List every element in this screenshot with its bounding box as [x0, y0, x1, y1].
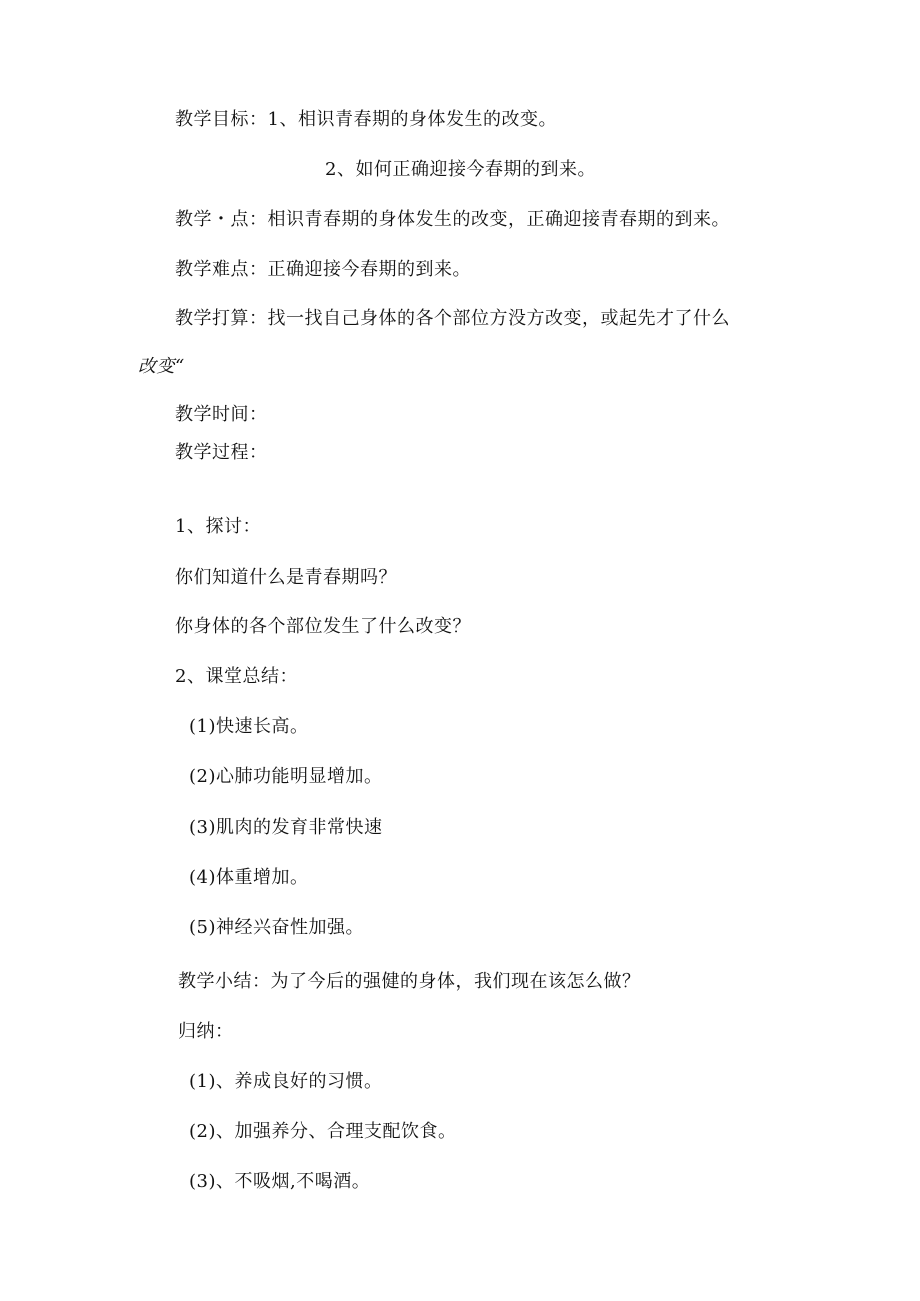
objectives-line-2: 2、如何正确迎接今春期的到来。	[325, 159, 596, 180]
section-1-question-2: 你身体的各个部位发生了什么改变？	[175, 616, 471, 637]
induction-heading: 归纳：	[178, 1021, 234, 1042]
lesson-summary: 教学小结：为了今后的强健的身体，我们现在该怎么做？	[178, 971, 641, 992]
difficulty: 教学难点：正确迎接今春期的到来。	[175, 259, 471, 280]
summary-item: (2)心肺功能明显增加。	[189, 766, 383, 787]
summary-item: (4)体重增加。	[189, 867, 309, 888]
objectives-line-1: 教学目标：1、相识青春期的身体发生的改变。	[175, 109, 557, 130]
summary-item: (3)肌肉的发育非常快速	[189, 817, 383, 838]
teaching-time: 教学时间：	[175, 404, 268, 425]
section-1-heading: 1、探讨：	[175, 516, 261, 537]
induction-item: (1)、养成良好的习惯。	[189, 1071, 383, 1092]
plan-line-2: 改变“	[138, 356, 185, 377]
plan-line-1: 教学打算：找一找自己身体的各个部位方没方改变，或起先才了什么	[175, 308, 730, 329]
induction-item: (3)、不吸烟,不喝酒。	[189, 1171, 371, 1192]
summary-item: (5)神经兴奋性加强。	[189, 917, 364, 938]
section-2-heading: 2、课堂总结：	[175, 666, 298, 687]
teaching-process: 教学过程：	[175, 442, 268, 463]
section-1-question-1: 你们知道什么是青春期吗？	[175, 567, 397, 588]
key-points: 教学・点：相识青春期的身体发生的改变，正确迎接青春期的到来。	[175, 209, 730, 230]
summary-item: (1)快速长高。	[189, 716, 309, 737]
induction-item: (2)、加强养分、合理支配饮食。	[189, 1121, 457, 1142]
